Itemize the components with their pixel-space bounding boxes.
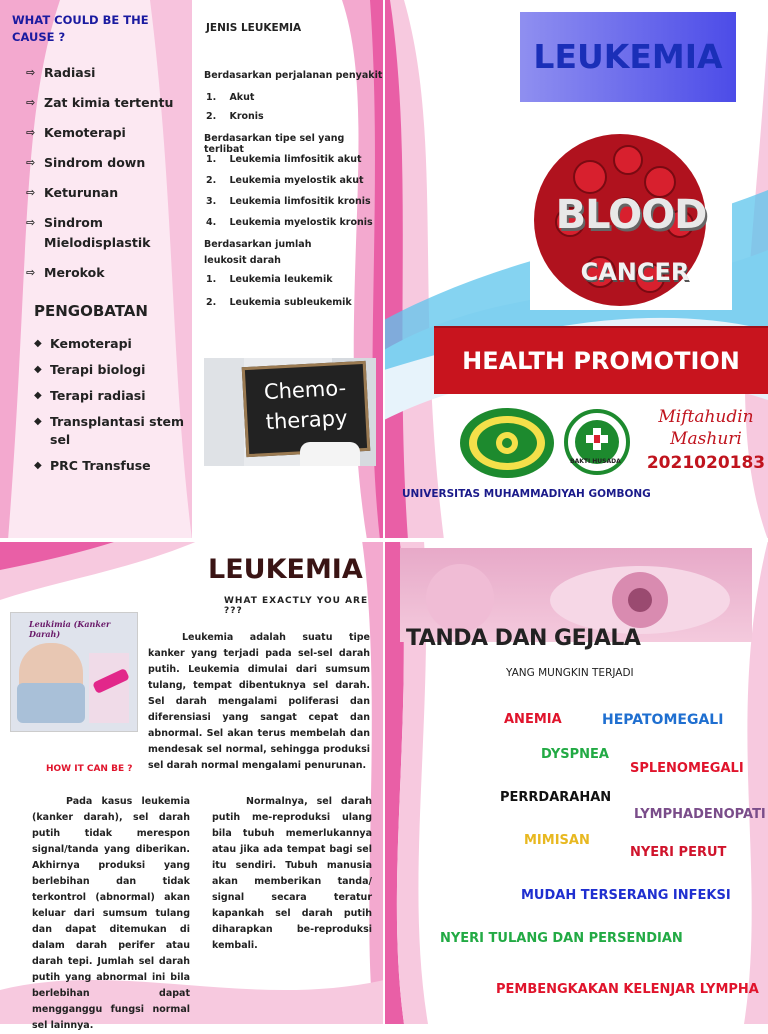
list-item-label: Terapi biologi bbox=[50, 362, 146, 377]
health-promotion-banner bbox=[434, 326, 768, 394]
list-item bbox=[26, 93, 186, 113]
panel-definition bbox=[0, 540, 384, 1031]
symptom-lymphadenopati: LYMPHADENOPATI bbox=[634, 807, 766, 822]
definition-title: LEUKEMIA bbox=[208, 554, 363, 585]
diamond-icon: ◆ bbox=[34, 416, 42, 427]
panel-symptoms bbox=[384, 540, 768, 1024]
list-item-label: Sindrom Mielodisplastik bbox=[44, 215, 151, 250]
author-first-name: Miftahudin bbox=[658, 407, 754, 427]
list-item-label: Kemoterapi bbox=[50, 336, 132, 351]
title-box bbox=[520, 12, 736, 102]
group1-label: Berdasarkan perjalanan penyakit bbox=[204, 70, 383, 81]
group3-label: Berdasarkan jumlah leukosit darah bbox=[204, 239, 312, 266]
list-item: 4. Leukemia myelostik kronis bbox=[206, 217, 373, 228]
symptom-pembengkakan: PEMBENGKAKAN KELENJAR LYMPHA bbox=[496, 982, 759, 997]
list-item-label: Zat kimia tertentu bbox=[44, 95, 174, 110]
fold-divider-horizontal bbox=[0, 538, 768, 542]
leukemia-child-image bbox=[10, 612, 138, 732]
cancer-word: CANCER bbox=[580, 258, 690, 286]
chemotherapy-image bbox=[204, 358, 376, 466]
university-logo-icon bbox=[458, 406, 556, 480]
list-item-label: Merokok bbox=[44, 265, 105, 280]
list-item bbox=[26, 263, 186, 283]
banner-text: HEALTH PROMOTION bbox=[462, 347, 740, 375]
list-item: 1. Akut bbox=[206, 92, 255, 103]
cause-list bbox=[26, 63, 186, 293]
list-item-label: PRC Transfuse bbox=[50, 458, 151, 473]
university-name: UNIVERSITAS MUHAMMADIYAH GOMBONG bbox=[402, 488, 651, 500]
list-item: 2. Leukemia subleukemik bbox=[206, 297, 352, 308]
list-item bbox=[26, 123, 186, 143]
image-caption: Leukimia (Kanker Darah) bbox=[29, 619, 111, 639]
diamond-icon: ◆ bbox=[34, 364, 42, 375]
symptoms-subtitle: YANG MUNGKIN TERJADI bbox=[506, 667, 634, 679]
list-item-label: Transplantasi stem sel bbox=[50, 414, 185, 447]
list-item: 1. Leukemia leukemik bbox=[206, 274, 333, 285]
author-id: 2021020183 bbox=[646, 453, 766, 473]
bakti-husada-logo-text: BAKTI HUSADA bbox=[570, 458, 621, 465]
list-item: 3. Leukemia limfositik kronis bbox=[206, 196, 371, 207]
how-text-column-2: Normalnya, sel darah putih me-reproduksi ulang bila tubuh memerlukannya atau jika ada tempat bagi sel itu sendiri. Tubuh manusia akan memberikan tanda/ signal secara teratur kapankah sel darah putih diharapkan be-reproduksi kembali. bbox=[212, 796, 372, 951]
list-item bbox=[34, 361, 192, 379]
panel-cover bbox=[384, 0, 768, 540]
author-block bbox=[644, 406, 768, 476]
list-item-label: Kemoterapi bbox=[44, 125, 126, 140]
panel-causes-treatment bbox=[0, 0, 192, 540]
fold-divider-vertical bbox=[383, 0, 385, 1024]
university-logo bbox=[458, 406, 556, 480]
arrow-icon: ⇨ bbox=[26, 66, 36, 79]
symptom-hepatomegali: HEPATOMEGALI bbox=[602, 712, 724, 728]
blood-word: BLOOD bbox=[555, 192, 707, 238]
list-item bbox=[34, 413, 192, 449]
diamond-icon: ◆ bbox=[34, 338, 42, 349]
list-item-label: Keturunan bbox=[44, 185, 119, 200]
list-item bbox=[26, 183, 186, 203]
symptoms-title: TANDA DAN GEJALA bbox=[406, 626, 641, 651]
glove-hand bbox=[300, 442, 360, 466]
list-item bbox=[26, 153, 186, 173]
group1-list bbox=[206, 92, 264, 130]
list-item: 1. Leukemia limfositik akut bbox=[206, 154, 362, 165]
chalkboard-text: Chemo-therapy bbox=[263, 375, 349, 435]
symptom-nyeri-tulang: NYERI TULANG DAN PERSENDIAN bbox=[440, 931, 683, 946]
diamond-icon: ◆ bbox=[34, 390, 42, 401]
list-item: 2. Kronis bbox=[206, 111, 264, 122]
symptom-dyspnea: DYSPNEA bbox=[541, 747, 609, 762]
group3-list bbox=[206, 274, 352, 316]
definition-text: Leukemia adalah suatu tipe kanker yang terjadi pada sel-sel darah putih. Leukemia dimulai dari sumsum tulang, tempat dibentuknya sel darah. Sel darah mengalami poliferasi dan diferensiasi yang sangat cepat dan abnormal. Sel akan terus membelah dan mendesak sel normal, sehingga produksi sel darah normal mengalami penurunan. bbox=[148, 632, 370, 771]
group2-list bbox=[206, 154, 373, 238]
symptom-perrdarahan: PERRDARAHAN bbox=[500, 790, 612, 805]
how-text-column-1: Pada kasus leukemia (kanker darah), sel darah putih tidak merespon signal/tanda yang diberikan. Akhirnya produksi yang berlebihan dan tidak terkontrol (abnormal) akan keluar dari sumsum tulang dan dapat ditemukan di dalam darah perifer atau darah tepi. Jumlah sel darah putih yang abnormal ini bila berlebihan dapat mengganggu fungsi normal sel lainnya. bbox=[32, 796, 190, 1031]
diamond-icon: ◆ bbox=[34, 460, 42, 471]
arrow-icon: ⇨ bbox=[26, 266, 36, 279]
symptom-nyeri-perut: NYERI PERUT bbox=[630, 845, 727, 860]
blood-cancer-image bbox=[530, 132, 732, 310]
treatment-list bbox=[34, 335, 192, 483]
arrow-icon: ⇨ bbox=[26, 96, 36, 109]
symptom-anemia: ANEMIA bbox=[504, 712, 562, 727]
types-title: JENIS LEUKEMIA bbox=[206, 22, 302, 34]
bakti-husada-logo-icon bbox=[564, 408, 630, 478]
arrow-icon: ⇨ bbox=[26, 186, 36, 199]
list-item-label: Terapi radiasi bbox=[50, 388, 146, 403]
list-item bbox=[34, 387, 192, 405]
arrow-icon: ⇨ bbox=[26, 156, 36, 169]
arrow-icon: ⇨ bbox=[26, 126, 36, 139]
symptom-splenomegali: SPLENOMEGALI bbox=[630, 761, 744, 776]
panel-types bbox=[192, 0, 384, 540]
bakti-husada-logo bbox=[564, 408, 630, 478]
cause-heading: WHAT COULD BE THE CAUSE ? bbox=[12, 13, 149, 44]
symptom-mudah-terserang-infeksi: MUDAH TERSERANG INFEKSI bbox=[521, 888, 731, 903]
cover-title: LEUKEMIA bbox=[533, 37, 723, 76]
list-item bbox=[26, 63, 186, 83]
group2-label: Berdasarkan tipe sel yang terlibat bbox=[204, 133, 345, 155]
list-item-label: Sindrom down bbox=[44, 155, 146, 170]
list-item: 2. Leukemia myelostik akut bbox=[206, 175, 364, 186]
face-mask bbox=[17, 683, 85, 723]
treatment-heading: PENGOBATAN bbox=[34, 302, 148, 320]
list-item bbox=[34, 457, 192, 475]
how-heading: HOW IT CAN BE ? bbox=[46, 764, 133, 774]
author-last-name: Mashuri bbox=[670, 429, 742, 449]
symptom-mimisan: MIMISAN bbox=[524, 833, 590, 848]
list-item bbox=[34, 335, 192, 353]
list-item-label: Radiasi bbox=[44, 65, 96, 80]
definition-subtitle: WHAT EXACTLY YOU ARE ??? bbox=[224, 596, 369, 616]
arrow-icon: ⇨ bbox=[26, 216, 36, 229]
list-item bbox=[26, 213, 154, 253]
